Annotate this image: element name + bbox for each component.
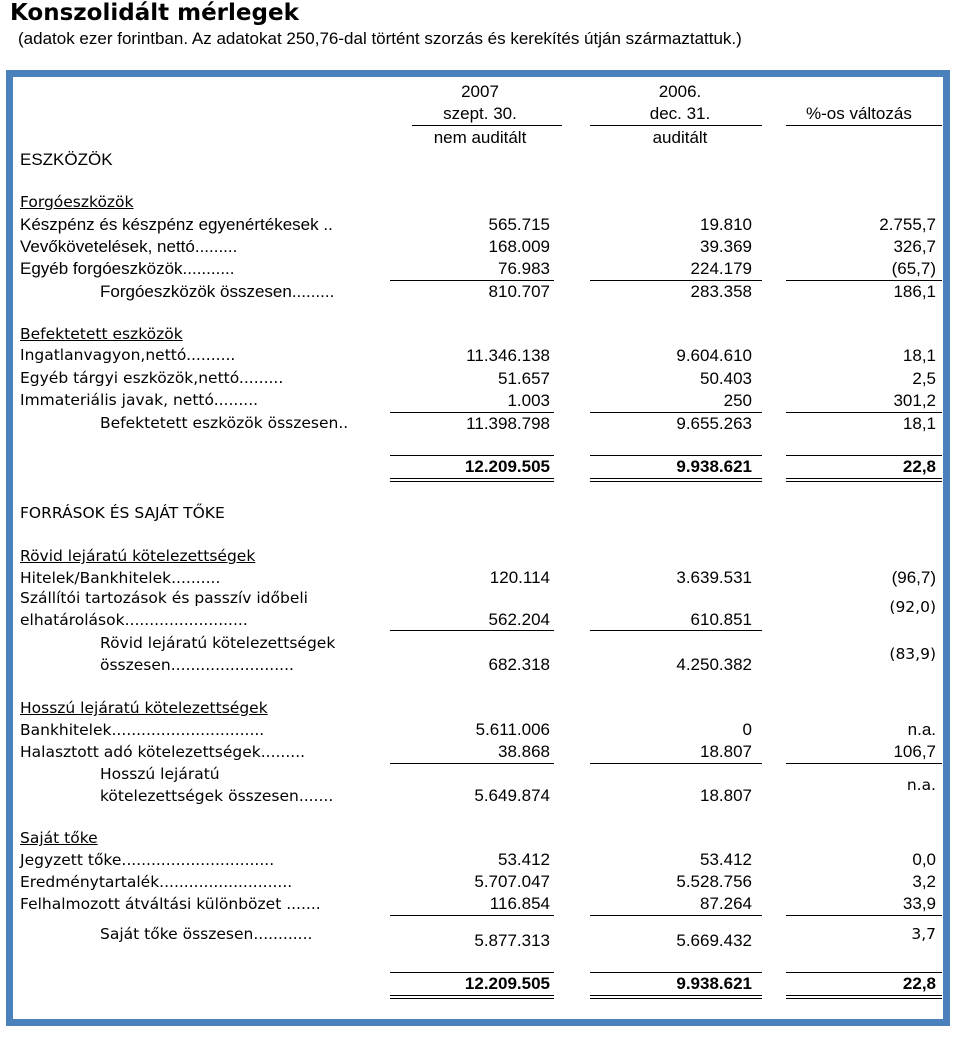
value-2007: 1.003 [507, 391, 550, 410]
grand-total-change: 22,8 [902, 974, 936, 993]
double-underline [390, 995, 554, 999]
total-rule [390, 972, 554, 973]
page-title: Konszolidált mérlegek [10, 0, 299, 26]
grand-total-2006: 9.938.621 [676, 974, 752, 993]
subtotal-label-line2: kötelezettségek összesen....... [100, 787, 334, 805]
col2-date: dec. 31. [649, 104, 711, 123]
double-underline [786, 478, 942, 482]
value-2007: 11.346.138 [466, 346, 550, 365]
value-2007: 810.707 [488, 282, 550, 301]
total-rule [390, 455, 554, 456]
subtotal-rule [786, 280, 942, 281]
subtotal-rule [390, 280, 554, 281]
value-change: 0,0 [912, 850, 936, 869]
subtotal-rule [786, 915, 942, 916]
value-2007: 51.657 [498, 369, 550, 388]
equity-heading: Saját tőke [20, 829, 98, 847]
liabilities-heading: FORRÁSOK ÉS SAJÁT TŐKE [20, 504, 225, 522]
value-2007: 562.204 [488, 610, 550, 629]
value-change: (96,7) [891, 568, 936, 587]
value-2007: 76.983 [498, 259, 550, 278]
value-2006: 610.851 [690, 610, 752, 629]
row-label: Eredménytartalék........................... [20, 873, 293, 891]
fixed-assets-heading: Befektetett eszközök [20, 325, 183, 343]
value-2007: 5.649.874 [474, 786, 550, 805]
value-2007: 116.854 [489, 894, 550, 913]
value-2006: 283.358 [690, 282, 752, 301]
page-subtitle: (adatok ezer forintban. Az adatokat 250,76-dal történt szorzás és kerekítés útján származtattuk.) [18, 29, 742, 48]
value-2006: 4.250.382 [676, 655, 752, 674]
value-change: 2.755,7 [879, 215, 936, 234]
row-label: Immateriális javak, nettó......... [20, 391, 259, 409]
col3-label: %-os változás [806, 104, 912, 123]
subtotal-label-line1: Rövid lejáratú kötelezettségek [100, 634, 336, 652]
value-2007: 682.318 [488, 655, 550, 674]
grand-total-2007: 12.209.505 [464, 457, 550, 476]
double-underline [590, 478, 762, 482]
row-label: Hitelek/Bankhitelek.......... [20, 569, 221, 587]
value-2006: 18.807 [700, 742, 752, 761]
value-2006: 5.669.432 [676, 931, 752, 950]
value-change: n.a. [907, 720, 936, 739]
row-label: Vevőkövetelések, nettó......... [20, 237, 238, 256]
grand-total-2007: 12.209.505 [464, 974, 550, 993]
total-rule [786, 455, 942, 456]
double-underline [786, 995, 942, 999]
subtotal-rule [590, 915, 762, 916]
value-2006: 19.810 [700, 215, 752, 234]
value-2007: 168.009 [488, 237, 550, 256]
subtotal-label: Befektetett eszközök összesen.. [100, 414, 349, 432]
value-2007: 38.868 [498, 742, 550, 761]
value-2006: 9.655.263 [676, 414, 752, 433]
value-2006: 224.179 [690, 259, 752, 278]
row-label: Egyéb forgóeszközök........... [20, 259, 235, 278]
total-rule [786, 972, 942, 973]
current-assets-heading: Forgóeszközök [20, 193, 134, 211]
value-2006: 3.639.531 [676, 568, 752, 587]
row-label: Halasztott adó kötelezettségek......... [20, 743, 306, 761]
value-2007: 5.877.313 [474, 931, 550, 950]
value-change: 33,9 [902, 894, 936, 913]
value-2006: 39.369 [700, 237, 752, 256]
col3-header-rule [786, 125, 942, 126]
col2-year: 2006. [658, 82, 702, 101]
col1-year: 2007 [461, 82, 499, 101]
double-underline [390, 478, 554, 482]
value-change: 18,1 [902, 346, 936, 365]
row-label: Ingatlanvagyon,nettó.......... [20, 346, 236, 364]
value-2006: 50.403 [700, 369, 752, 388]
subtotal-rule [390, 412, 554, 413]
subtotal-rule [786, 763, 942, 764]
col1-header-rule [412, 125, 562, 126]
subtotal-rule [590, 630, 762, 631]
value-2007: 53.412 [498, 850, 550, 869]
subtotal-label-line1: Hosszú lejáratú [100, 765, 220, 783]
subtotal-label: Saját tőke összesen............ [100, 925, 313, 943]
value-change: 301,2 [893, 391, 936, 410]
long-term-heading: Hosszú lejáratú kötelezettségek [20, 699, 268, 717]
double-underline [590, 995, 762, 999]
value-2007: 565.715 [488, 215, 550, 234]
row-label: Felhalmozott átváltási különbözet ....... [20, 895, 321, 913]
value-change: 326,7 [893, 237, 936, 256]
subtotal-rule [786, 412, 942, 413]
value-2006: 87.264 [700, 894, 752, 913]
value-change: (65,7) [891, 259, 936, 278]
row-label: Egyéb tárgyi eszközök,nettó......... [20, 369, 284, 387]
subtotal-rule [590, 280, 762, 281]
subtotal-rule [390, 915, 554, 916]
assets-heading: ESZKÖZÖK [20, 150, 113, 169]
subtotal-rule [390, 763, 554, 764]
subtotal-label-line2: összesen......................... [100, 656, 294, 674]
subtotal-rule [590, 763, 762, 764]
value-change: 3,2 [912, 872, 936, 891]
value-2006: 5.528.756 [676, 872, 752, 891]
value-change: (92,0) [889, 598, 936, 616]
row-label: Készpénz és készpénz egyenértékesek .. [20, 215, 333, 234]
value-2006: 250 [723, 391, 752, 410]
value-2007: 120.114 [489, 568, 550, 587]
value-2006: 9.604.610 [676, 346, 752, 365]
row-label: Jegyzett tőke............................... [20, 851, 275, 869]
value-2007: 5.611.006 [475, 720, 550, 739]
value-2006: 0 [742, 720, 752, 739]
value-change: (83,9) [889, 645, 936, 663]
subtotal-label: Forgóeszközök összesen......... [100, 282, 335, 301]
subtotal-rule [390, 630, 554, 631]
subtotal-rule [590, 412, 762, 413]
grand-total-change: 22,8 [902, 457, 936, 476]
total-rule [590, 455, 762, 456]
value-2007: 11.398.798 [466, 414, 550, 433]
row-label-line2: elhatárolások......................... [20, 611, 248, 629]
value-2006: 18.807 [700, 786, 752, 805]
row-label-line1: Szállítói tartozások és passzív időbeli [20, 589, 308, 607]
total-rule [590, 972, 762, 973]
value-change: 3,7 [911, 925, 936, 943]
col1-audit: nem auditált [433, 128, 527, 147]
col1-date: szept. 30. [443, 104, 517, 123]
short-term-heading: Rövid lejáratú kötelezettségek [20, 547, 256, 565]
value-change: 18,1 [902, 414, 936, 433]
value-change: 106,7 [893, 742, 936, 761]
grand-total-2006: 9.938.621 [676, 457, 752, 476]
col2-audit: auditált [652, 128, 708, 147]
col2-header-rule [590, 125, 762, 126]
value-2006: 53.412 [700, 850, 752, 869]
value-change: 2,5 [912, 369, 936, 388]
value-change: n.a. [906, 776, 936, 794]
value-2007: 5.707.047 [474, 872, 550, 891]
value-change: 186,1 [893, 282, 936, 301]
row-label: Bankhitelek............................... [20, 721, 265, 739]
